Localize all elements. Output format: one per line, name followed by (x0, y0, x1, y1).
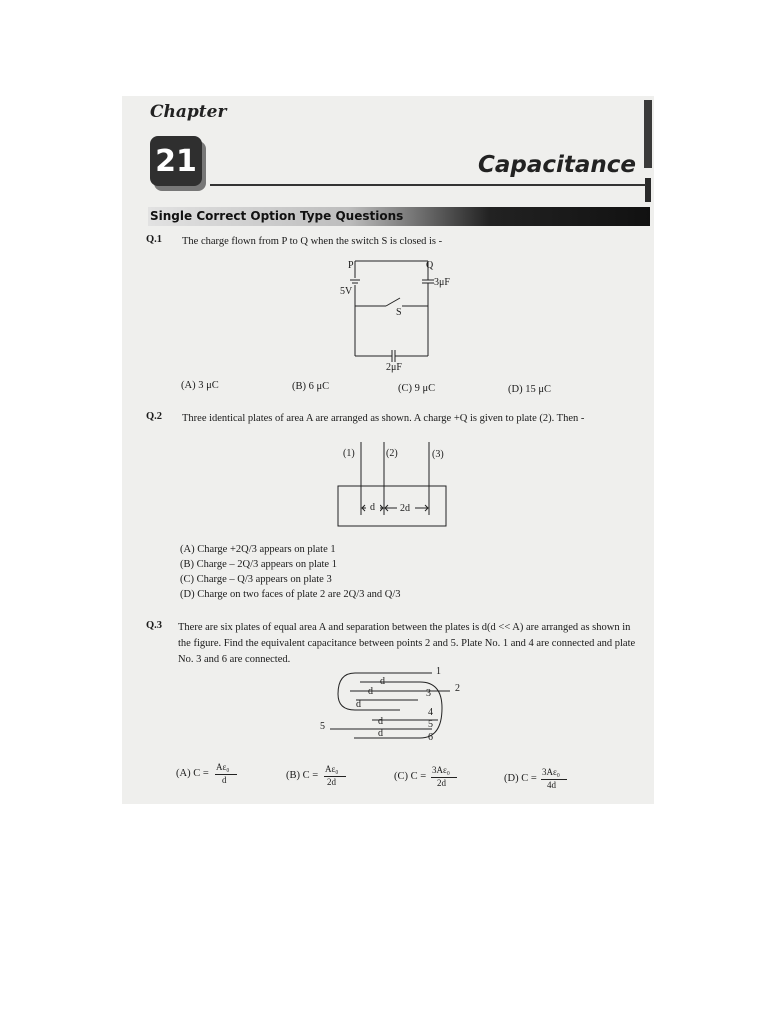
q3-plate-4: 4 (428, 707, 433, 718)
q1-label-c2: 2μF (386, 362, 402, 373)
q2-label-gap-2d: 2d (400, 503, 410, 514)
q3-plate-2: 2 (455, 683, 460, 694)
section-title: Single Correct Option Type Questions (150, 209, 404, 223)
q3-option-a-prefix: (A) C = (176, 768, 209, 779)
q2-option-c[interactable]: (C) Charge – Q/3 appears on plate 3 (180, 574, 332, 585)
chapter-number-badge: 21 (150, 136, 202, 186)
q3-gap-label-4: d (378, 716, 383, 727)
q2-label-plate1: (1) (343, 448, 355, 459)
q2-number: Q.2 (146, 411, 163, 422)
q3-text-line1: There are six plates of equal area A and separation between the plates is d(d << A) are arranged as shown in (178, 622, 631, 633)
q3-option-a-numerator: Aε₀ (216, 762, 230, 772)
q3-option-a-denominator: d (222, 775, 227, 785)
q1-option-c[interactable]: (C) 9 μC (398, 383, 436, 394)
q1-label-p: P (348, 260, 354, 271)
q3-option-c-denominator: 2d (437, 778, 446, 788)
page-edge-mark (644, 100, 652, 168)
q3-gap-label-5: d (378, 728, 383, 739)
q3-text-line2: the figure. Find the equivalent capacitance between points 2 and 5. Plate No. 1 and 4 are connected and plate (178, 638, 636, 649)
q3-option-d-denominator: 4d (547, 780, 556, 790)
q2-label-plate3: (3) (432, 449, 444, 460)
q1-label-switch: S (396, 307, 402, 318)
q3-plate-6: 6 (428, 732, 433, 743)
q1-number: Q.1 (146, 234, 163, 245)
q1-option-a[interactable]: (A) 3 μC (181, 380, 219, 391)
q3-gap-label-2: d (368, 686, 373, 697)
q3-option-b-numerator: Aε₀ (325, 764, 339, 774)
q1-circuit-diagram (350, 258, 460, 368)
q3-option-d[interactable] (504, 767, 584, 795)
q2-label-plate2: (2) (386, 448, 398, 459)
q3-option-d-prefix: (D) C = (504, 773, 537, 784)
q3-option-b-denominator: 2d (327, 777, 336, 787)
chapter-title: Capacitance (478, 152, 637, 178)
q3-option-a[interactable] (176, 762, 256, 790)
q3-gap-label-3: d (356, 699, 361, 710)
q3-option-c-prefix: (C) C = (394, 771, 427, 782)
q2-option-a[interactable]: (A) Charge +2Q/3 appears on plate 1 (180, 544, 336, 555)
q2-text: Three identical plates of area A are arranged as shown. A charge +Q is given to plate (2). Then - (182, 413, 585, 424)
q3-option-b-prefix: (B) C = (286, 770, 319, 781)
q1-label-voltage: 5V (340, 286, 353, 297)
q3-option-c-numerator: 3Aε₀ (432, 765, 450, 775)
q1-option-d[interactable]: (D) 15 μC (508, 384, 551, 395)
q2-option-d[interactable]: (D) Charge on two faces of plate 2 are 2Q/3 and Q/3 (180, 589, 401, 600)
q3-terminal-5: 5 (320, 721, 325, 732)
q3-gap-label-1: d (380, 676, 385, 687)
chapter-label: Chapter (150, 102, 227, 122)
q1-label-c1: 3μF (434, 277, 450, 288)
q3-text-line3: No. 3 and 6 are connected. (178, 654, 291, 665)
q3-number: Q.3 (146, 620, 163, 631)
q3-plate-5: 5 (428, 719, 433, 730)
q1-text: The charge flown from P to Q when the switch S is closed is - (182, 236, 443, 247)
q3-plate-3: 3 (426, 688, 431, 699)
q2-option-b[interactable]: (B) Charge – 2Q/3 appears on plate 1 (180, 559, 337, 570)
q3-plate-1: 1 (436, 666, 441, 677)
q1-label-q: Q (426, 260, 434, 271)
q2-label-gap-d: d (370, 502, 375, 513)
q1-option-b[interactable]: (B) 6 μC (292, 381, 330, 392)
q3-option-d-numerator: 3Aε₀ (542, 767, 560, 777)
q3-option-b[interactable] (286, 764, 366, 792)
page-edge-mark-lower (645, 178, 651, 202)
q3-option-c[interactable] (394, 765, 474, 793)
title-rule (210, 184, 646, 186)
